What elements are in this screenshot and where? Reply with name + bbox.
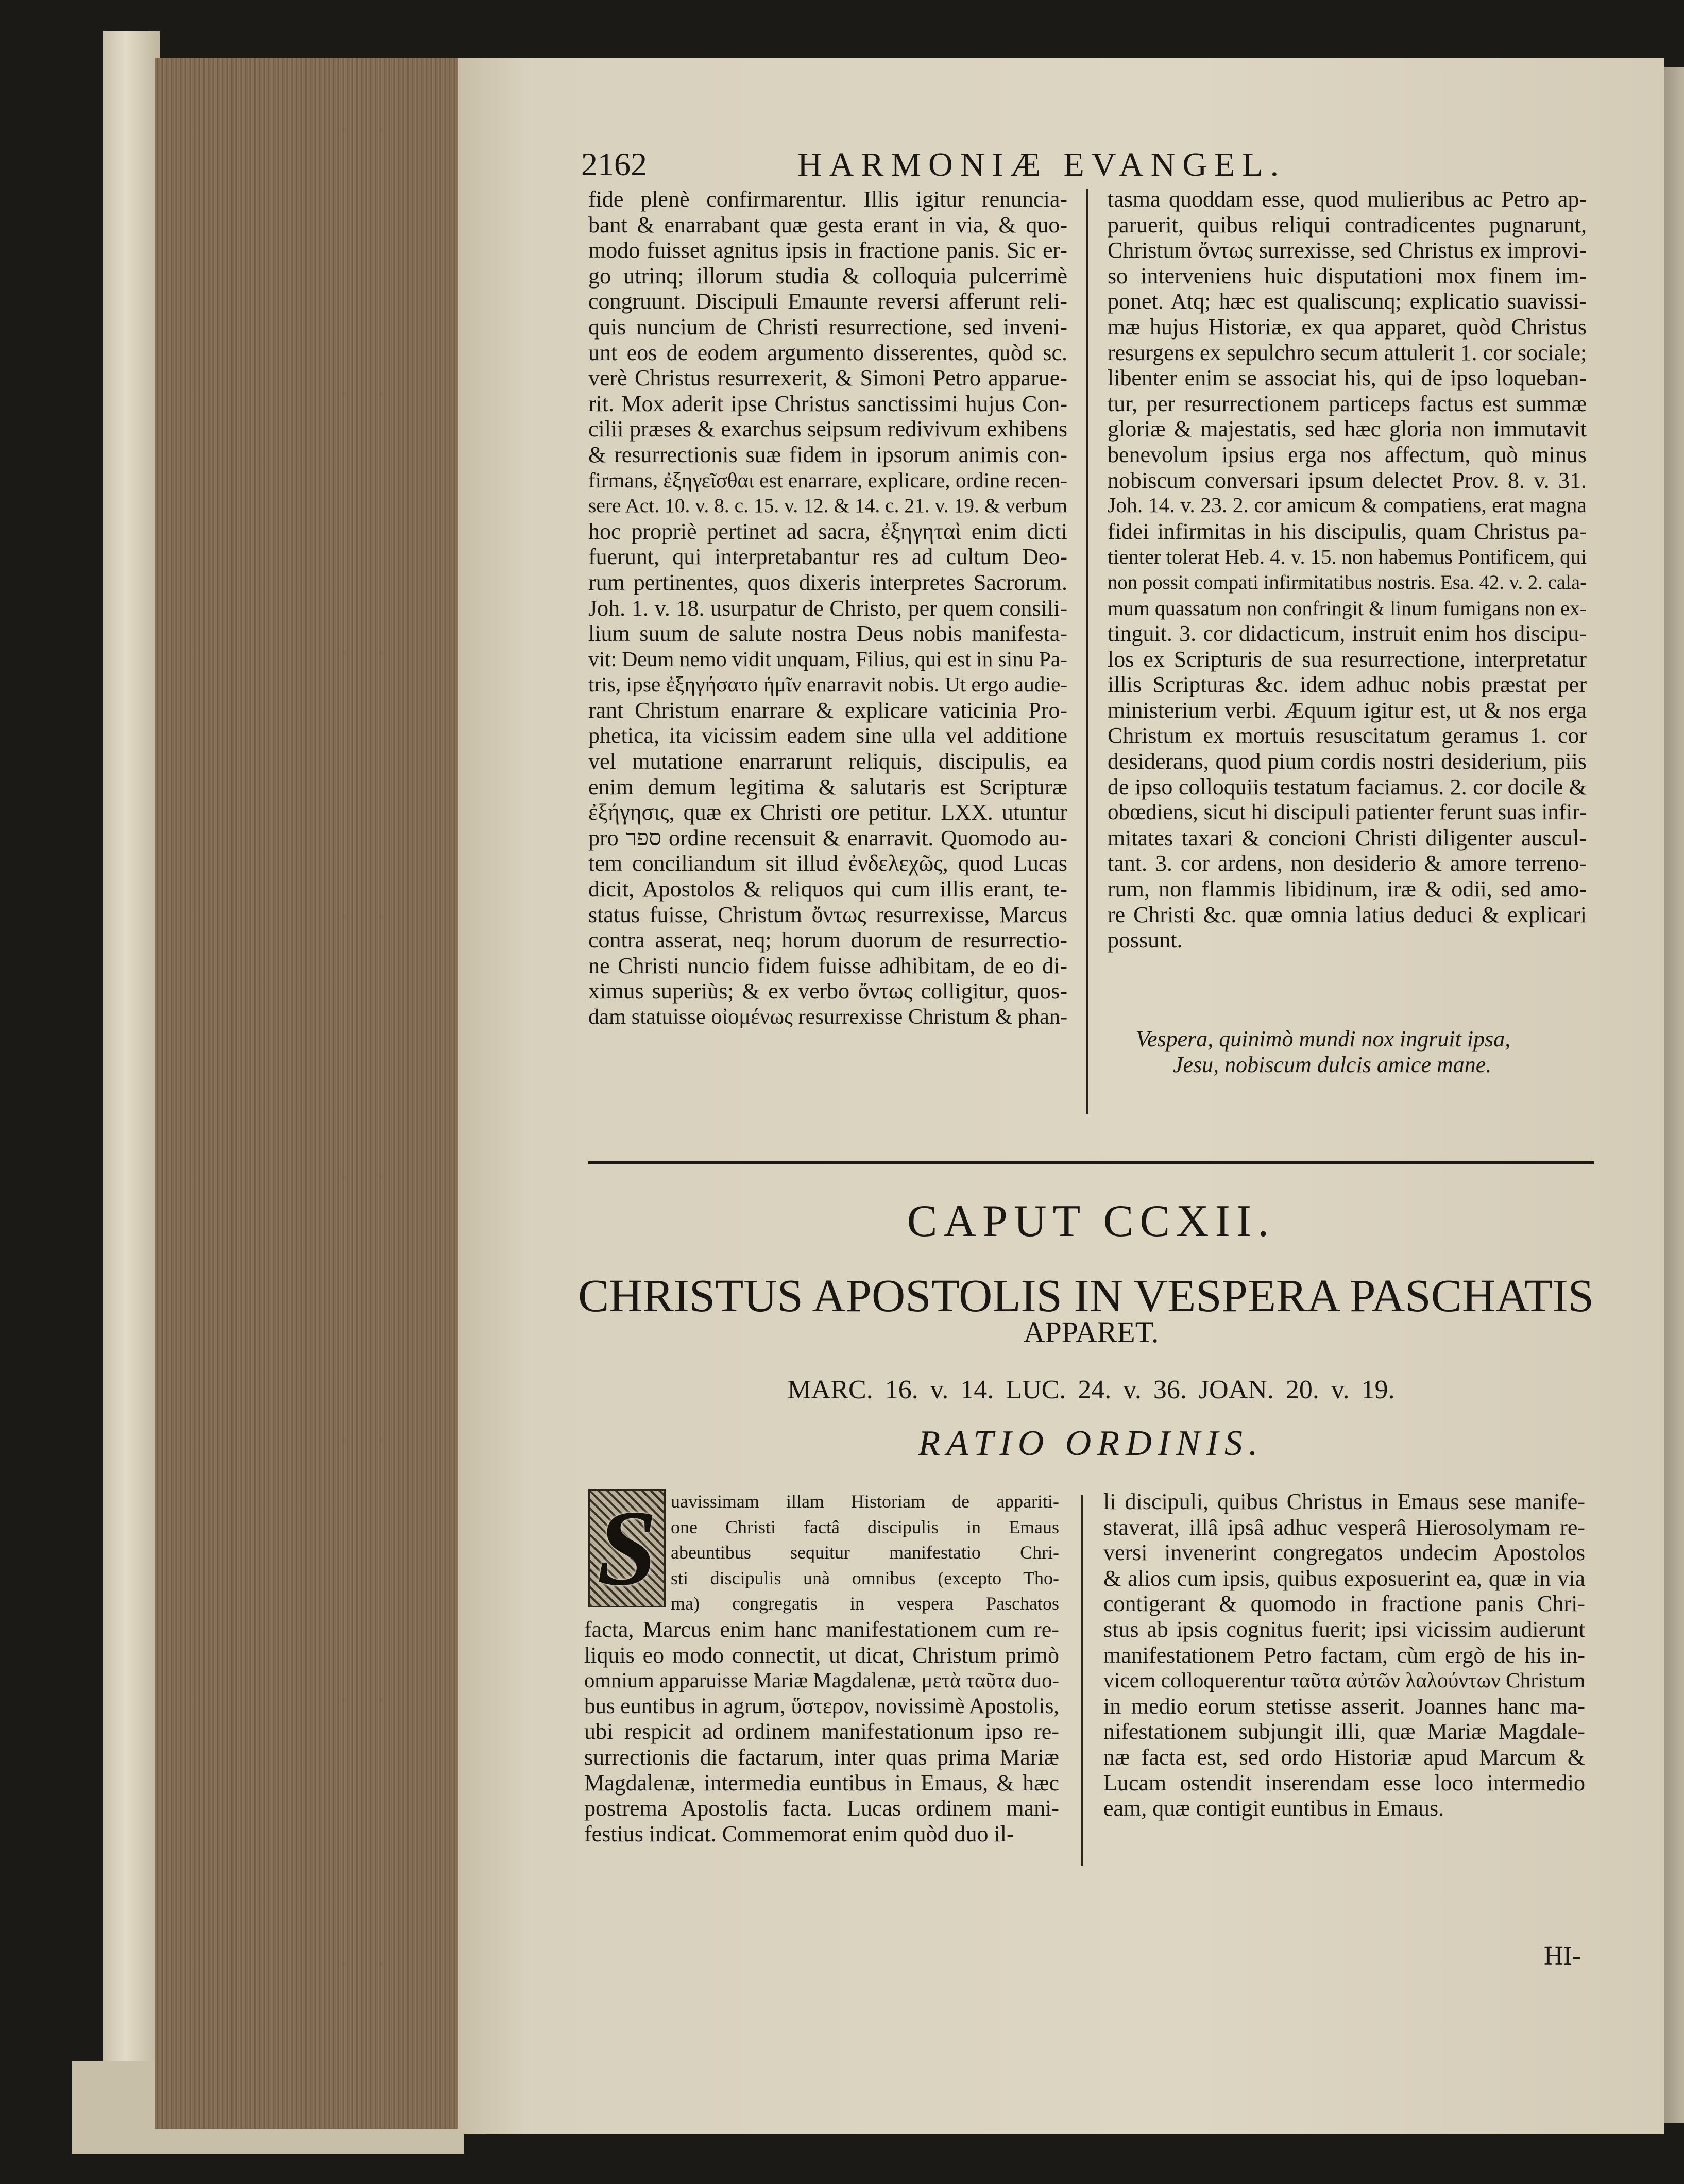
- text-line: re Christi &c. quæ omnia latius deduci & explicari: [1108, 902, 1587, 927]
- text-line: sere Act. 10. v. 8. c. 15. v. 12. & 14. c. 21. v. 19. & verbum: [588, 494, 1067, 517]
- text-line: obœdiens, sicut hi discipuli patienter ferunt suas infir-: [1108, 800, 1587, 825]
- text-line: postrema Apostolis facta. Lucas ordinem mani-: [584, 1796, 1059, 1821]
- text-line: sti discipulis unà omnibus (excepto Tho-: [671, 1567, 1059, 1588]
- text-line: ἐξήγησις, quæ ex Christi ore petitur. LXX. utuntur: [588, 800, 1067, 825]
- initial-letter: S: [597, 1489, 657, 1607]
- chapter-title: CHRISTUS APOSTOLIS IN VESPERA PASCHATIS: [578, 1269, 1594, 1322]
- text-line: benevolum ipsius erga nos affectum, quò minus: [1108, 442, 1587, 467]
- running-title: HARMONIÆ EVANGEL.: [797, 146, 1286, 183]
- text-line: manifestationem Petro factam, cùm ergò de his in-: [1103, 1642, 1585, 1668]
- text-line: fide plenè confirmarentur. Illis igitur renuncia-: [588, 187, 1067, 212]
- text-line: nobiscum conversari ipsum delectet Prov. 8. v. 31.: [1108, 467, 1587, 493]
- text-line: rum pertinentes, quos dixeris interpretes Sacrorum.: [588, 569, 1067, 595]
- text-line: eam, quæ contigit euntibus in Emaus.: [1103, 1796, 1444, 1821]
- text-line: desiderans, quod pium cordis nostri desiderium, piis: [1108, 749, 1587, 774]
- text-line: enim demum legitima & salutaris est Scripturæ: [588, 774, 1067, 800]
- text-line: illis Scripturas &c. idem adhuc nobis præstat per: [1108, 672, 1587, 698]
- text-line: go utrinq; illorum studia & colloquia pulcerrimè: [588, 263, 1067, 289]
- text-line: omnium apparuisse Mariæ Magdalenæ, μετὰ ταῦτα duo-: [584, 1669, 1059, 1692]
- text-line: unt eos de eodem argumento disserentes, quòd sc.: [588, 340, 1067, 365]
- text-line: næ facta est, sed ordo Historiæ apud Marcum &: [1103, 1744, 1585, 1770]
- text-line: li discipuli, quibus Christus in Emaus sese manife-: [1103, 1489, 1585, 1514]
- text-line: bant & enarrabant quæ gesta erant in via, & quo-: [588, 212, 1067, 238]
- text-line: uavissimam illam Historiam de appariti-: [671, 1491, 1059, 1512]
- text-line: festius indicat. Commemorat enim quòd duo il-: [584, 1821, 1014, 1847]
- text-line: fidei infirmitas in his discipulis, quam Christus pa-: [1108, 518, 1587, 544]
- text-line: Christum ὄντως surrexisse, sed Christus ex improvi-: [1108, 238, 1587, 263]
- text-line: quis nuncium de Christi resurrectione, sed inveni-: [588, 314, 1067, 340]
- text-line: stus ab ipsis cognitus fuerit; ipsi vicissim audierunt: [1103, 1616, 1585, 1642]
- text-line: mum quassatum non confringit & linum fumigans non ex-: [1108, 596, 1587, 620]
- text-line: mæ hujus Historiæ, ex qua apparet, quòd Christus: [1108, 314, 1587, 340]
- text-line: firmans, ἐξηγεῖσθαι est enarrare, explicare, ordine recen-: [588, 468, 1067, 492]
- text-line: staverat, illâ ipsâ adhuc vesperâ Hierosolymam re-: [1103, 1514, 1585, 1540]
- book-cover: [103, 31, 160, 2154]
- text-line: Joh. 1. v. 18. usurpatur de Christo, per quem consili-: [588, 595, 1067, 621]
- text-line: hoc propriè pertinet ad sacra, ἐξηγηταὶ enim dicti: [588, 518, 1067, 544]
- text-line: libenter enim se associat his, qui de ipso loqueban-: [1108, 365, 1587, 391]
- section-heading: RATIO ORDINIS.: [918, 1424, 1264, 1463]
- book-page: [458, 58, 1664, 2134]
- text-line: los ex Scripturis de sua resurrectione, interpretatur: [1108, 646, 1587, 672]
- text-line: paruerit, quibus reliqui contradicentes pugnarunt,: [1108, 212, 1587, 238]
- text-line: mitates taxari & concioni Christi diligenter auscul-: [1108, 825, 1587, 851]
- text-line: bus euntibus in agrum, ὕστερον, novissimè Apostolis,: [584, 1694, 1059, 1718]
- text-line: lium suum de salute nostra Deus nobis manifesta-: [588, 621, 1067, 647]
- text-line: abeuntibus sequitur manifestatio Chri-: [671, 1542, 1059, 1563]
- text-line: surrectionis die factarum, inter quas prima Mariæ: [584, 1744, 1059, 1770]
- text-line: tienter tolerat Heb. 4. v. 15. non habemus Pontificem, qui: [1108, 545, 1587, 569]
- text-line: vel mutatione enarrarunt reliquis, discipulis, ea: [588, 749, 1067, 774]
- text-line: vicem colloquerentur ταῦτα αὐτῶν λαλούντων Christum: [1103, 1668, 1586, 1692]
- text-line: facta, Marcus enim hanc manifestationem cum re-: [584, 1616, 1059, 1642]
- column-right-top: [1108, 187, 1587, 953]
- text-line: liquis eo modo connectit, ut dicat, Christum primò: [584, 1642, 1059, 1668]
- text-line: rum, non flammis libidinum, iræ & odii, sed amo-: [1108, 876, 1587, 902]
- text-line: gloriæ & majestatis, sed hæc gloria non immutavit: [1108, 416, 1587, 442]
- text-line: ubi respicit ad ordinem manifestationum ipso re-: [584, 1719, 1059, 1745]
- text-line: possunt.: [1108, 927, 1183, 953]
- text-line: rit. Mox aderit ipse Christus sanctissimi hujus Con-: [588, 391, 1067, 416]
- text-line: resurgens ex sepulchro secum attulerit 1. cor sociale;: [1108, 340, 1587, 365]
- text-line: cilii præses & exarchus seipsum redivivum exhibens: [588, 416, 1067, 442]
- text-line: vit: Deum nemo vidit unquam, Filius, qui est in sinu Pa-: [588, 647, 1067, 671]
- text-line: contra asserat, neq; horum duorum de resurrectio-: [588, 927, 1067, 953]
- text-line: Lucam ostendit inserendam esse loco intermedio: [1103, 1770, 1585, 1796]
- chapter-number: CAPUT CCXII.: [907, 1196, 1275, 1246]
- text-line: so interveniens huic disputationi mox finem im-: [1108, 263, 1587, 289]
- text-line: in medio eorum stetisse asserit. Joannes hanc ma-: [1103, 1693, 1585, 1719]
- text-line: dam statuisse οἰομένως resurrexisse Christum & phan-: [588, 1005, 1068, 1029]
- text-line: one Christi factâ discipulis in Emaus: [671, 1516, 1059, 1537]
- column-left-top: [588, 187, 1067, 1030]
- closing-verse: [1136, 1026, 1558, 1078]
- text-line: versi invenerint congregatos undecim Apostolos: [1103, 1540, 1585, 1566]
- text-line: nifestationem subjungit illi, quæ Mariæ Magdale-: [1103, 1719, 1585, 1745]
- text-line: ne Christi nuncio fidem fuisse adhibitam, de eo di-: [588, 953, 1067, 978]
- text-line: phetica, ita vicissim eadem sine ulla vel additione: [588, 723, 1067, 749]
- text-line: ma) congregatis in vespera Paschatos: [671, 1593, 1059, 1614]
- text-line: rant Christum enarrare & explicare vaticinia Pro-: [588, 697, 1067, 723]
- chapter-title-continued: APPARET.: [1023, 1315, 1159, 1349]
- text-line: & alios cum ipsis, quibus exposuerint ea, quæ in via: [1103, 1565, 1585, 1591]
- text-line: tem conciliandum sit illud ἐνδελεχῶς, quod Lucas: [588, 851, 1067, 876]
- text-line: verè Christus resurrexerit, & Simoni Petro apparue-: [588, 365, 1067, 391]
- text-line: non possit compati infirmitatibus nostris. Esa. 42. v. 2. cala-: [1108, 571, 1587, 594]
- text-line: ministerium verbi. Æquum igitur est, ut & nos erga: [1108, 697, 1587, 723]
- text-line: tant. 3. cor ardens, non desiderio & amore terreno-: [1108, 851, 1587, 876]
- text-line: modo fuisset agnitus ipsis in fractione panis. Sic er-: [588, 238, 1067, 263]
- text-line: Joh. 14. v. 23. 2. cor amicum & compatiens, erat magna: [1108, 494, 1587, 518]
- verse-line: Vespera, quinimò mundi nox ingruit ipsa,: [1136, 1026, 1511, 1052]
- catchword: HI-: [1544, 1941, 1581, 1971]
- text-line: tur, per resurrectionem particeps factus est summæ: [1108, 391, 1587, 416]
- text-line: dicit, Apostolos & reliquos qui cum illis erant, te-: [588, 876, 1067, 902]
- page-header: [581, 145, 1556, 192]
- text-line: ximus superiùs; & ex verbo ὄντως colligitur, quos-: [588, 978, 1067, 1004]
- text-line: Christum ex mortuis resuscitatum geramus 1. cor: [1108, 723, 1587, 749]
- section-rule: [588, 1161, 1594, 1164]
- text-line: tasma quoddam esse, quod mulieribus ac Petro ap-: [1108, 187, 1587, 212]
- text-line: tinguit. 3. cor didacticum, instruit enim hos discipu-: [1108, 621, 1587, 647]
- column-left-bottom: [584, 1489, 1059, 1847]
- page-block-edge: [155, 58, 462, 2129]
- text-line: Magdalenæ, intermedia euntibus in Emaus, & hæc: [584, 1770, 1059, 1796]
- text-line: & resurrectionis suæ fidem in ipsorum animis con-: [588, 442, 1067, 467]
- scripture-references: MARC. 16. v. 14. LUC. 24. v. 36. JOAN. 20. v. 19.: [787, 1375, 1395, 1404]
- text-line: congruunt. Discipuli Emaunte reversi afferunt reli-: [588, 289, 1067, 314]
- verse-line: Jesu, nobiscum dulcis amice mane.: [1173, 1052, 1492, 1077]
- column-right-bottom: [1103, 1489, 1585, 1821]
- column-divider-bottom: [1081, 1495, 1083, 1866]
- text-line: contigerant & quomodo in fractione panis Chri-: [1103, 1591, 1585, 1617]
- text-line: de ipso colloquiis testatum faciamus. 2. cor docile &: [1108, 774, 1587, 800]
- text-line: tris, ipse ἐξηγήσατο ἡμῖν enarravit nobis. Ut ergo audie-: [588, 672, 1068, 697]
- text-line: ponet. Atq; hæc est qualiscunq; explicatio suavissi-: [1108, 289, 1587, 314]
- page-number: 2162: [581, 146, 647, 182]
- text-line: pro ספר ordine recensuit & enarravit. Quomodo au-: [588, 825, 1068, 851]
- column-divider-top: [1086, 189, 1088, 1114]
- text-line: status fuisse, Christum ὄντως resurrexisse, Marcus: [588, 902, 1067, 927]
- text-line: fuerunt, qui interpretabantur res ad cultum Deo-: [588, 544, 1067, 570]
